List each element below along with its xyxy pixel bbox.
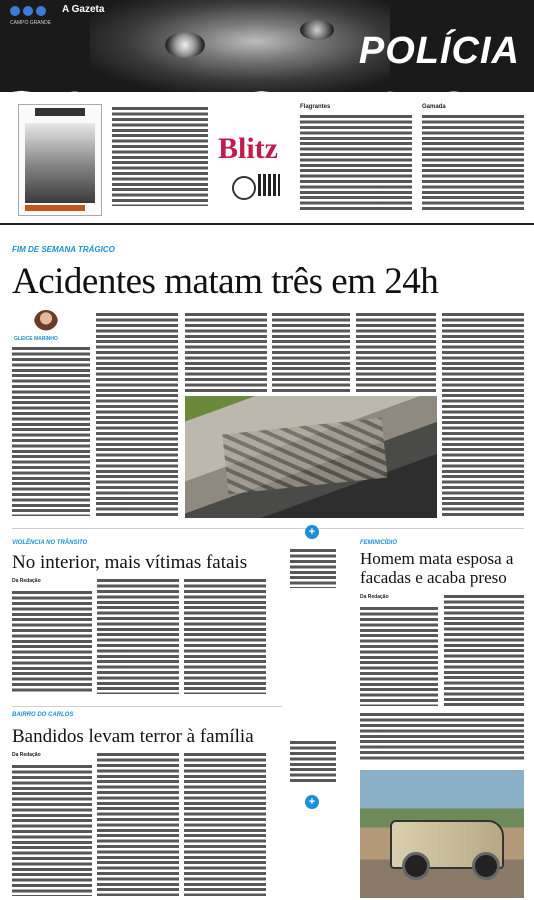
story3-headline: Homem mata esposa a facadas e acaba preso [360,549,514,587]
strip-column-1 [112,104,208,214]
main-byline: GLEICE MARINHO [14,336,58,342]
qr-code-icon [258,174,280,196]
story3-text-column-2 [444,594,524,706]
main-text-column-3 [185,312,267,392]
story4-byline: Da Redação [12,752,41,758]
story2-text-column-1 [12,590,92,694]
story4-headline: Bandidos levam terror à família [12,726,254,747]
masthead-logo-icon [10,6,46,16]
story3-text-column-1 [360,606,438,706]
main-text-column-6 [442,312,524,516]
vehicle-photo [360,770,524,898]
story3-kicker: FEMINICÍDIO [360,540,397,546]
story2-byline: Da Redação [12,578,41,584]
section-header [0,0,534,92]
story2-text-column-2 [97,578,179,694]
section-divider-2 [12,706,282,707]
story4-kicker: BAIRRO DO CARLOS [12,712,74,718]
blitz-logo: Blitz [218,132,278,165]
road-photo [185,396,437,518]
section-title: POLÍCIA [358,30,520,72]
section-divider [12,528,524,529]
main-text-column-5 [356,312,436,392]
main-text-column-2 [96,312,178,516]
header-photo-eye-2 [300,20,334,40]
story2-kicker: VIOLÊNCIA NO TRÂNSITO [12,540,88,546]
header-photo-eye [165,32,205,58]
main-headline: Acidentes matam três em 24h [12,261,439,302]
story3-byline: Da Redação [360,594,389,600]
masthead-brand: A Gazeta [62,4,105,15]
strip-thumbnail-photo [18,104,102,216]
whatsapp-icon [232,176,256,200]
side-note-1 [290,548,336,588]
main-kicker: FIM DE SEMANA TRÁGICO [12,245,115,254]
main-text-column-1 [12,346,90,516]
story4-text-column-2 [97,752,179,896]
main-text-column-4 [272,312,350,392]
story4-text-column-1 [12,764,92,896]
side-note-2 [290,740,336,784]
plus-badge-1: + [305,525,319,539]
story3-text-continued [360,712,524,762]
story4-text-column-3 [184,752,266,896]
strip-column-2: Flagrantes [300,104,412,214]
strip-column-3: Gamada [422,104,524,214]
header-background-photo [90,0,390,92]
plus-badge-2: + [305,795,319,809]
story2-headline: No interior, mais vítimas fatais [12,552,248,573]
author-avatar [34,310,58,334]
masthead-dateline: CAMPO GRANDE [10,20,52,26]
story2-text-column-3 [184,578,266,694]
